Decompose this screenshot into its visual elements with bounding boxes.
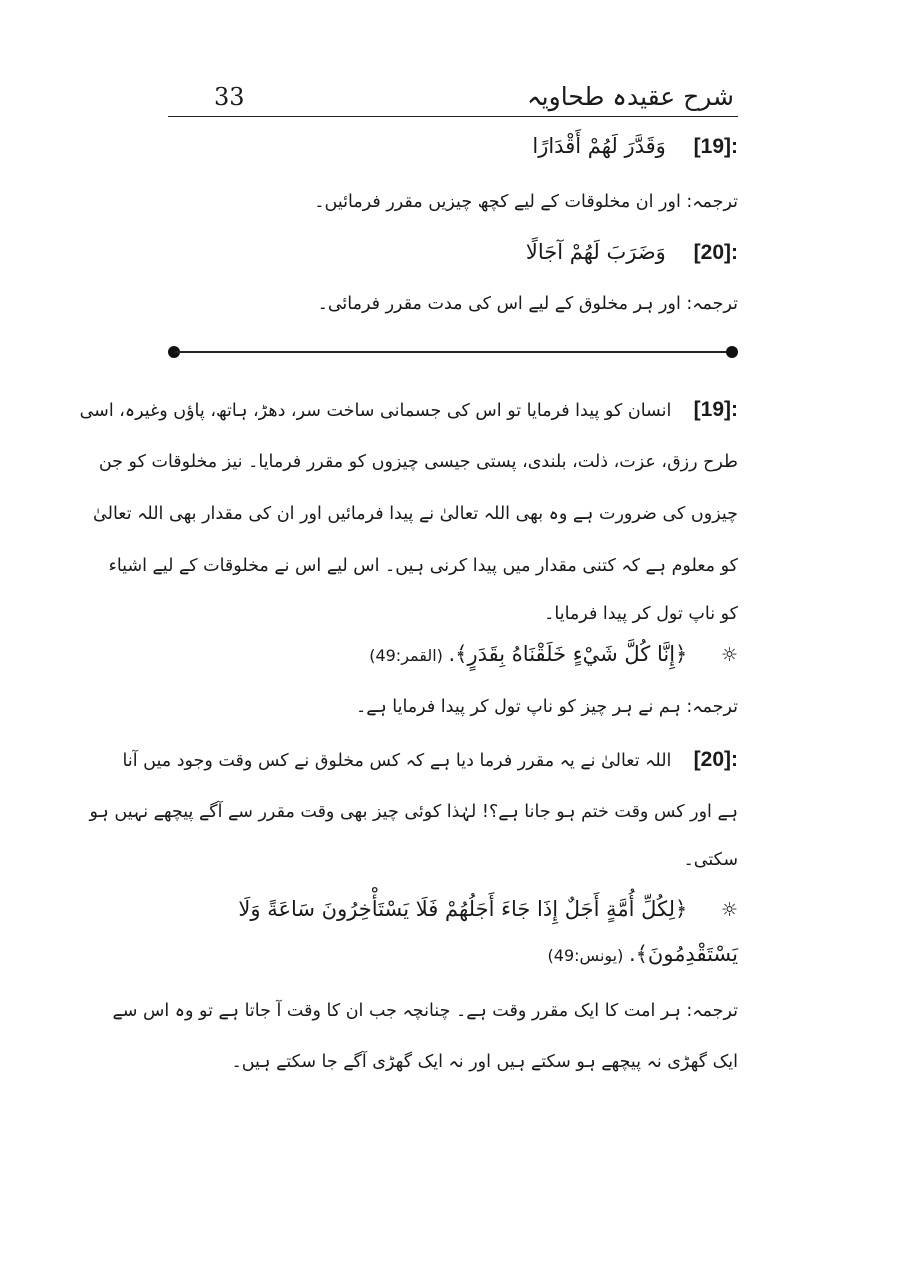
- quote-reference: (یونس:49): [547, 946, 624, 965]
- arabic-quote: يَسْتَقْدِمُونَ﴾.: [628, 942, 738, 966]
- translation-20: ترجمہ: اور ہر مخلوق کے لیے اس کی مدت مقرر فرمائی۔: [317, 294, 738, 314]
- quran-quote-qamar: [168, 640, 738, 670]
- bullet-star-icon: ☼: [720, 644, 738, 666]
- book-title: شرح عقیدہ طحاویہ: [527, 82, 734, 111]
- commentary-20-line-1: [20]: اللہ تعالیٰ نے یہ مقرر فرما دیا ہے کہ کس مخلوق نے کس وقت وجود میں آنا: [168, 746, 738, 775]
- item-marker: [19]:: [693, 135, 738, 158]
- commentary-19-line-1: [19]: انسان کو پیدا فرمایا تو اس کی جسمانی ساخت سر، دھڑ، ہاتھ، پاؤں وغیرہ، اسی: [168, 396, 738, 425]
- commentary-20-line-3: سکتی۔: [683, 850, 738, 870]
- commentary-19-line-3: چیزوں کی ضرورت ہے وہ بھی اللہ تعالیٰ نے پیدا فرمائیں اور ان کی مقدار بھی اللہ تعالیٰ: [93, 504, 738, 524]
- divider-dot-right: [726, 346, 738, 358]
- commentary-19-line-5: کو ناپ تول کر پیدا فرمایا۔: [544, 604, 738, 624]
- arabic-verse: وَضَرَبَ لَهُمْ آجَالًا: [525, 240, 666, 264]
- bullet-star-icon: ☼: [720, 899, 738, 921]
- quote-translation-20-line-2: ایک گھڑی نہ پیچھے ہو سکتے ہیں اور نہ ایک گھڑی آگے جا سکتے ہیں۔: [231, 1052, 738, 1072]
- quran-quote-yunus-line-2: [168, 940, 738, 970]
- section-divider: [168, 345, 738, 359]
- page-header: [168, 78, 738, 117]
- text-item-20: [168, 238, 738, 268]
- arabic-verse: وَقَدَّرَ لَهُمْ أَقْدَارًا: [532, 134, 666, 158]
- quote-reference: (القمر:49): [369, 646, 443, 665]
- commentary-19-line-2: طرح رزق، عزت، ذلت، بلندی، پستی جیسی چیزوں کو مقرر فرمایا۔ نیز مخلوقات کو جن: [98, 452, 738, 472]
- item-marker: [20]:: [693, 241, 738, 264]
- quran-quote-yunus-line-1: [168, 895, 738, 925]
- page-number: 33: [214, 83, 245, 111]
- commentary-marker: [19]:: [693, 398, 738, 421]
- divider-rule: [174, 351, 732, 353]
- commentary-20-line-2: ہے اور کس وقت ختم ہو جانا ہے؟! لہٰذا کوئی چیز بھی وقت مقرر سے آگے پیچھے نہیں ہو: [89, 802, 738, 822]
- arabic-quote: ﴿لِكُلِّ أُمَّةٍ أَجَلٌ إِذَا جَاءَ أَجَلُهُمْ فَلَا يَسْتَأْخِرُونَ سَاعَةً وَلَا: [238, 897, 688, 921]
- quote-translation-19: ترجمہ: ہم نے ہر چیز کو ناپ تول کر پیدا فرمایا ہے۔: [355, 697, 738, 717]
- quote-translation-20-line-1: ترجمہ: ہر امت کا ایک مقرر وقت ہے۔ چنانچہ جب ان کا وقت آ جاتا ہے تو وہ اس سے: [112, 1001, 738, 1021]
- commentary-19-line-4: کو معلوم ہے کہ کتنی مقدار میں پیدا کرنی ہیں۔ اس لیے اس نے مخلوقات کے لیے اشیاء: [108, 556, 738, 576]
- translation-19: ترجمہ: اور ان مخلوقات کے لیے کچھ چیزیں مقرر فرمائیں۔: [314, 192, 738, 212]
- commentary-marker: [20]:: [693, 748, 738, 771]
- text-item-19: [168, 132, 738, 162]
- arabic-quote: ﴿إِنَّا كُلَّ شَيْءٍ خَلَقْنَاهُ بِقَدَرٍ﴾.: [448, 642, 688, 666]
